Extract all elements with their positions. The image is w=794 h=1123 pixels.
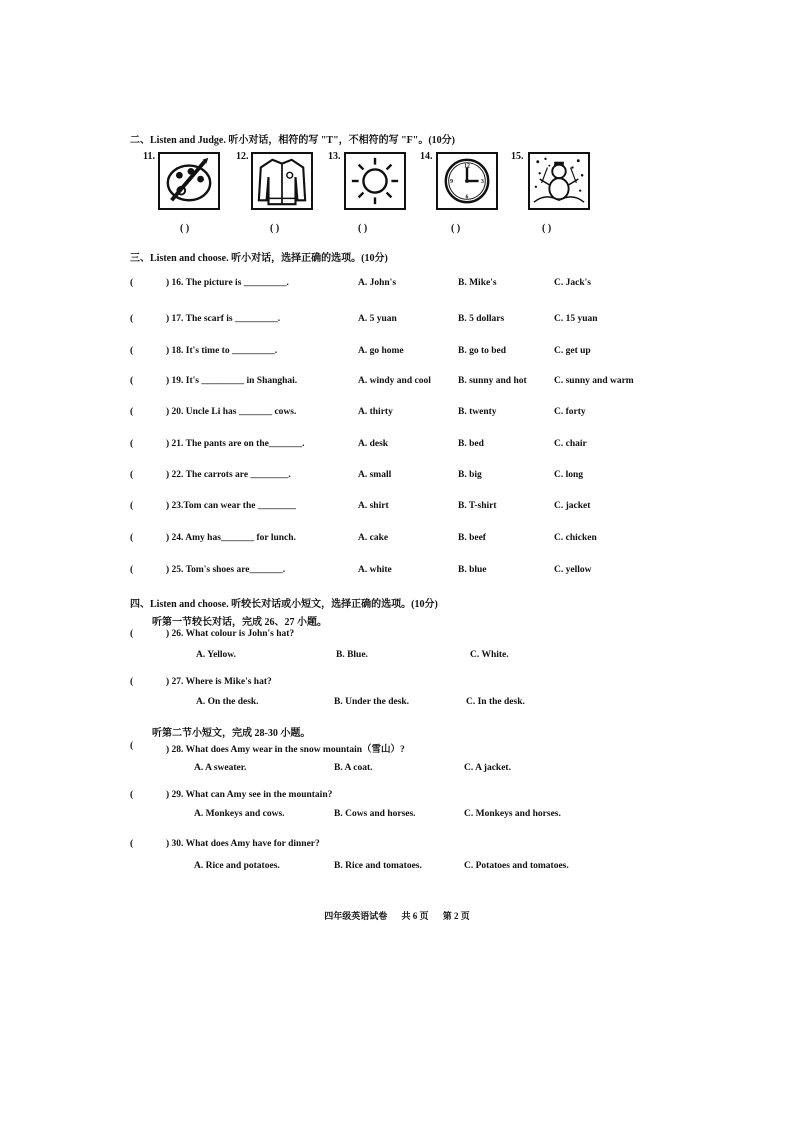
question-row [130,439,670,453]
answer-paren: ( [130,346,134,356]
option-c: C. In the desk. [466,697,525,707]
answer-paren: ( [130,741,134,751]
option-a: A. Rice and potatoes. [194,861,280,871]
option-a: A. desk [358,439,389,449]
option-a: A. go home [358,346,404,356]
option-c: C. chair [554,439,587,449]
question-stem: ) 30. What does Amy have for dinner? [166,839,320,849]
jacket-icon [251,152,313,210]
answer-paren: ( [130,790,134,800]
question-stem: ) 23.Tom can wear the ________ [166,501,296,511]
option-b: B. T-shirt [458,501,497,511]
answer-blank: ( ) [451,223,461,234]
option-a: A. 5 yuan [358,314,397,324]
question-row [130,314,670,328]
answer-paren: ( [130,439,134,449]
question-row [130,501,670,515]
answer-paren: ( [130,533,134,543]
page-footer [0,909,794,922]
option-c: C. long [554,470,584,480]
question-stem: ) 22. The carrots are ________. [166,470,291,480]
option-b: B. Rice and tomatoes. [334,861,422,871]
answer-blank: ( ) [358,223,368,234]
item-number: 13. [328,151,341,162]
option-b: B. big [458,470,482,480]
question-stem: ) 20. Uncle Li has _______ cows. [166,407,297,417]
question-block [130,790,670,826]
answer-paren: ( [130,278,134,288]
question-row [130,470,670,484]
footer-subject: 四年级英语试卷 [324,911,388,921]
item-number: 14. [420,151,433,162]
footer-page-number: 第 2 页 [442,911,470,921]
question-stem: ) 25. Tom's shoes are_______. [166,565,286,575]
svg-text:3: 3 [480,178,484,185]
question-stem: ) 17. The scarf is _________. [166,314,281,324]
option-c: C. jacket [554,501,591,511]
item-number: 12. [236,151,249,162]
option-c: C. get up [554,346,591,356]
answer-paren: ( [130,839,134,849]
option-c: C. sunny and warm [554,376,634,386]
option-b: B. blue [458,565,487,575]
option-b: B. go to bed [458,346,507,356]
option-a: A. Monkeys and cows. [194,809,285,819]
svg-text:6: 6 [465,194,469,201]
question-block [130,677,670,713]
option-a: A. thirty [358,407,393,417]
item-number: 15. [511,151,524,162]
section-3-title: 三、Listen and choose. 听小对话，选择正确的选项。(10分) [130,253,388,264]
section-2-title: 二、Listen and Judge. 听小对话，相符的写 "T"，不相符的写 "F"。(10分) [130,135,455,146]
answer-blank: ( ) [270,223,280,234]
option-b: B. A coat. [334,763,373,773]
question-stem: ) 16. The picture is _________. [166,278,289,288]
question-row [130,565,670,579]
question-row [130,376,670,390]
question-stem: ) 29. What can Amy see in the mountain? [166,790,333,800]
snowman-in-snow-icon [528,152,590,210]
option-c: C. A jacket. [464,763,511,773]
question-row [130,346,670,360]
option-c: C. yellow [554,565,592,575]
option-c: C. 15 yuan [554,314,598,324]
option-a: A. shirt [358,501,389,511]
option-c: C. Monkeys and horses. [464,809,561,819]
section-4-title: 四、Listen and choose. 听较长对话或小短文，选择正确的选项。(10分) [130,599,438,610]
question-row [130,407,670,421]
option-b: B. Blue. [336,650,368,660]
option-a: A. windy and cool [358,376,431,386]
question-stem: ) 19. It's _________ in Shanghai. [166,376,298,386]
option-b: B. Mike's [458,278,497,288]
question-stem: ) 21. The pants are on the_______. [166,439,305,449]
answer-paren: ( [130,677,134,687]
option-a: A. white [358,565,392,575]
svg-text:9: 9 [450,178,454,185]
option-c: C. forty [554,407,586,417]
option-a: A. On the desk. [196,697,259,707]
option-b: B. beef [458,533,486,543]
option-c: C. Potatoes and tomatoes. [464,861,569,871]
part-2-instruction: 听第二节小短文，完成 28-30 小题。 [152,728,311,739]
option-a: A. Yellow. [196,650,237,660]
option-b: B. Under the desk. [334,697,410,707]
item-number: 11. [143,151,155,162]
answer-paren: ( [130,501,134,511]
answer-paren: ( [130,314,134,324]
option-b: B. 5 dollars [458,314,505,324]
answer-blank: ( ) [180,223,190,234]
option-b: B. bed [458,439,484,449]
clock-icon [436,152,498,210]
answer-paren: ( [130,407,134,417]
part-1-instruction: 听第一节较长对话，完成 26、27 小题。 [152,617,327,628]
question-stem: ) 18. It's time to _________. [166,346,278,356]
answer-paren: ( [130,565,134,575]
option-a: A. small [358,470,392,480]
option-c: C. White. [470,650,509,660]
option-a: A. cake [358,533,389,543]
answer-blank: ( ) [542,223,552,234]
question-stem: ) 27. Where is Mike's hat? [166,677,272,687]
option-a: A. John's [358,278,397,288]
question-stem: ) 24. Amy has_______ for lunch. [166,533,296,543]
answer-paren: ( [130,629,134,639]
question-stem: ) 26. What colour is John's hat? [166,629,295,639]
question-block [130,629,670,665]
option-c: C. Jack's [554,278,591,288]
question-row [130,278,670,292]
option-c: C. chicken [554,533,597,543]
paint-palette-icon [158,152,220,210]
answer-paren: ( [130,376,134,386]
question-block [130,839,670,875]
answer-paren: ( [130,470,134,480]
option-b: B. Cows and horses. [334,809,416,819]
option-b: B. twenty [458,407,497,417]
sun-icon [344,152,406,210]
question-stem: ) 28. What does Amy wear in the snow mountain（雪山）? [166,745,405,755]
option-a: A. A sweater. [194,763,247,773]
footer-total-pages: 共 6 页 [401,911,429,921]
question-row [130,533,670,547]
option-b: B. sunny and hot [458,376,527,386]
svg-text:12: 12 [464,163,470,170]
question-block [130,741,670,777]
